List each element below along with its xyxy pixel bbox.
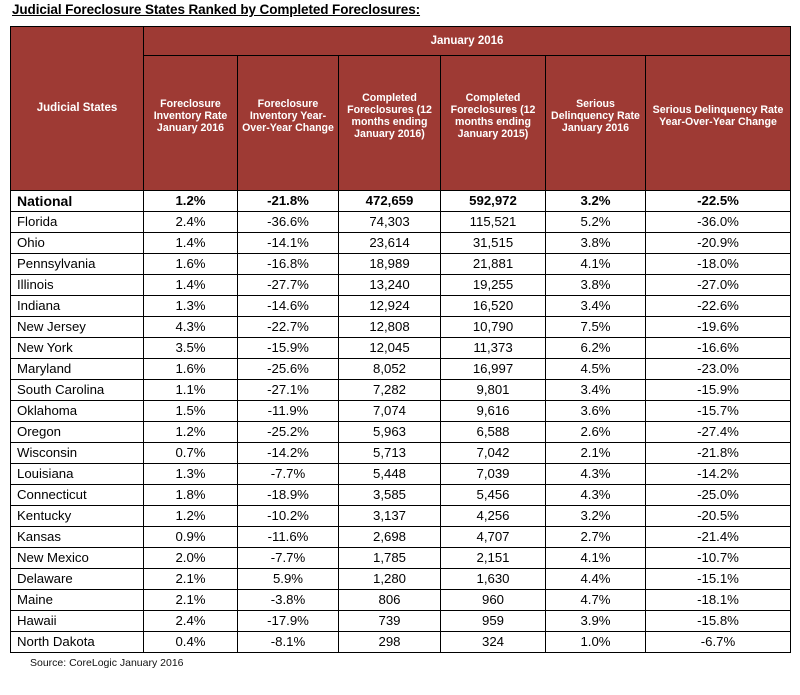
- cell-completed-foreclosures-2016: 3,585: [339, 485, 441, 506]
- cell-foreclosure-inventory-yoy-change: -14.1%: [238, 233, 339, 254]
- cell-completed-foreclosures-2016: 472,659: [339, 191, 441, 212]
- cell-serious-delinquency-rate: 2.6%: [546, 422, 646, 443]
- cell-completed-foreclosures-2016: 5,713: [339, 443, 441, 464]
- cell-foreclosure-inventory-yoy-change: -21.8%: [238, 191, 339, 212]
- cell-state-name: Maine: [11, 590, 144, 611]
- column-header-completed-foreclosures-2016: Completed Foreclosures (12 months ending January 2016): [339, 56, 441, 191]
- cell-completed-foreclosures-2016: 12,808: [339, 317, 441, 338]
- cell-completed-foreclosures-2015: 115,521: [441, 212, 546, 233]
- cell-completed-foreclosures-2016: 298: [339, 632, 441, 653]
- cell-serious-delinquency-yoy-change: -6.7%: [646, 632, 791, 653]
- cell-completed-foreclosures-2016: 23,614: [339, 233, 441, 254]
- cell-serious-delinquency-yoy-change: -20.5%: [646, 506, 791, 527]
- cell-serious-delinquency-yoy-change: -19.6%: [646, 317, 791, 338]
- table-row: [11, 317, 791, 338]
- cell-completed-foreclosures-2015: 1,630: [441, 569, 546, 590]
- table-row: [11, 611, 791, 632]
- table-group-header-row: [11, 27, 791, 56]
- cell-serious-delinquency-rate: 4.3%: [546, 464, 646, 485]
- cell-foreclosure-inventory-yoy-change: -36.6%: [238, 212, 339, 233]
- cell-state-name: North Dakota: [11, 632, 144, 653]
- cell-state-name: Pennsylvania: [11, 254, 144, 275]
- cell-completed-foreclosures-2016: 1,280: [339, 569, 441, 590]
- cell-state-name: New Mexico: [11, 548, 144, 569]
- cell-serious-delinquency-rate: 2.7%: [546, 527, 646, 548]
- cell-foreclosure-inventory-rate: 1.2%: [144, 422, 238, 443]
- cell-foreclosure-inventory-yoy-change: -17.9%: [238, 611, 339, 632]
- column-header-completed-foreclosures-2015: Completed Foreclosures (12 months ending January 2015): [441, 56, 546, 191]
- cell-serious-delinquency-yoy-change: -22.5%: [646, 191, 791, 212]
- cell-completed-foreclosures-2015: 4,707: [441, 527, 546, 548]
- table-row: [11, 359, 791, 380]
- table-row: [11, 464, 791, 485]
- cell-foreclosure-inventory-rate: 1.3%: [144, 296, 238, 317]
- table-head: [11, 27, 791, 191]
- cell-serious-delinquency-yoy-change: -18.0%: [646, 254, 791, 275]
- cell-state-name: Kentucky: [11, 506, 144, 527]
- cell-foreclosure-inventory-rate: 0.9%: [144, 527, 238, 548]
- cell-foreclosure-inventory-rate: 1.3%: [144, 464, 238, 485]
- cell-foreclosure-inventory-yoy-change: -14.6%: [238, 296, 339, 317]
- table-row: [11, 380, 791, 401]
- cell-state-name: Louisiana: [11, 464, 144, 485]
- cell-state-name: Delaware: [11, 569, 144, 590]
- cell-foreclosure-inventory-rate: 2.1%: [144, 569, 238, 590]
- cell-serious-delinquency-yoy-change: -25.0%: [646, 485, 791, 506]
- cell-serious-delinquency-rate: 3.9%: [546, 611, 646, 632]
- cell-serious-delinquency-yoy-change: -27.0%: [646, 275, 791, 296]
- cell-foreclosure-inventory-rate: 0.7%: [144, 443, 238, 464]
- cell-serious-delinquency-yoy-change: -15.8%: [646, 611, 791, 632]
- cell-completed-foreclosures-2016: 8,052: [339, 359, 441, 380]
- cell-serious-delinquency-rate: 3.6%: [546, 401, 646, 422]
- column-header-serious-delinquency-yoy-change: Serious Delinquency Rate Year-Over-Year Change: [646, 56, 791, 191]
- cell-serious-delinquency-yoy-change: -22.6%: [646, 296, 791, 317]
- cell-state-name: New York: [11, 338, 144, 359]
- cell-completed-foreclosures-2015: 7,039: [441, 464, 546, 485]
- cell-serious-delinquency-yoy-change: -36.0%: [646, 212, 791, 233]
- source-note: Source: CoreLogic January 2016: [30, 657, 184, 669]
- table-row: [11, 212, 791, 233]
- cell-foreclosure-inventory-rate: 1.4%: [144, 233, 238, 254]
- table-row: [11, 233, 791, 254]
- cell-serious-delinquency-yoy-change: -15.7%: [646, 401, 791, 422]
- cell-serious-delinquency-rate: 4.7%: [546, 590, 646, 611]
- cell-completed-foreclosures-2015: 4,256: [441, 506, 546, 527]
- cell-serious-delinquency-rate: 3.2%: [546, 191, 646, 212]
- cell-state-name: Maryland: [11, 359, 144, 380]
- cell-completed-foreclosures-2015: 9,801: [441, 380, 546, 401]
- cell-completed-foreclosures-2016: 18,989: [339, 254, 441, 275]
- cell-state-name: Ohio: [11, 233, 144, 254]
- cell-completed-foreclosures-2016: 1,785: [339, 548, 441, 569]
- cell-foreclosure-inventory-rate: 2.1%: [144, 590, 238, 611]
- cell-completed-foreclosures-2015: 324: [441, 632, 546, 653]
- cell-completed-foreclosures-2016: 12,045: [339, 338, 441, 359]
- cell-foreclosure-inventory-yoy-change: -25.2%: [238, 422, 339, 443]
- cell-completed-foreclosures-2016: 13,240: [339, 275, 441, 296]
- cell-foreclosure-inventory-rate: 2.4%: [144, 212, 238, 233]
- cell-completed-foreclosures-2015: 6,588: [441, 422, 546, 443]
- cell-completed-foreclosures-2016: 3,137: [339, 506, 441, 527]
- cell-foreclosure-inventory-yoy-change: 5.9%: [238, 569, 339, 590]
- cell-serious-delinquency-rate: 4.1%: [546, 548, 646, 569]
- cell-serious-delinquency-yoy-change: -16.6%: [646, 338, 791, 359]
- cell-serious-delinquency-rate: 3.4%: [546, 380, 646, 401]
- page-title: Judicial Foreclosure States Ranked by Completed Foreclosures:: [12, 2, 421, 17]
- cell-foreclosure-inventory-rate: 2.0%: [144, 548, 238, 569]
- cell-serious-delinquency-yoy-change: -21.4%: [646, 527, 791, 548]
- cell-serious-delinquency-yoy-change: -15.1%: [646, 569, 791, 590]
- table-row: [11, 548, 791, 569]
- table-row: [11, 443, 791, 464]
- cell-foreclosure-inventory-rate: 4.3%: [144, 317, 238, 338]
- table-row: [11, 590, 791, 611]
- cell-state-name: Florida: [11, 212, 144, 233]
- table-row: [11, 191, 791, 212]
- table-row: [11, 506, 791, 527]
- cell-serious-delinquency-yoy-change: -10.7%: [646, 548, 791, 569]
- cell-completed-foreclosures-2015: 31,515: [441, 233, 546, 254]
- cell-serious-delinquency-rate: 4.4%: [546, 569, 646, 590]
- cell-completed-foreclosures-2015: 21,881: [441, 254, 546, 275]
- cell-state-name: Connecticut: [11, 485, 144, 506]
- cell-state-name: Kansas: [11, 527, 144, 548]
- cell-serious-delinquency-rate: 3.8%: [546, 233, 646, 254]
- cell-foreclosure-inventory-yoy-change: -8.1%: [238, 632, 339, 653]
- cell-foreclosure-inventory-yoy-change: -27.7%: [238, 275, 339, 296]
- cell-completed-foreclosures-2016: 7,282: [339, 380, 441, 401]
- cell-completed-foreclosures-2015: 592,972: [441, 191, 546, 212]
- cell-completed-foreclosures-2016: 7,074: [339, 401, 441, 422]
- cell-completed-foreclosures-2015: 959: [441, 611, 546, 632]
- table-row: [11, 401, 791, 422]
- table-row: [11, 254, 791, 275]
- cell-completed-foreclosures-2016: 74,303: [339, 212, 441, 233]
- cell-foreclosure-inventory-yoy-change: -7.7%: [238, 464, 339, 485]
- cell-state-name: Wisconsin: [11, 443, 144, 464]
- cell-foreclosure-inventory-yoy-change: -16.8%: [238, 254, 339, 275]
- cell-completed-foreclosures-2016: 5,963: [339, 422, 441, 443]
- cell-completed-foreclosures-2015: 5,456: [441, 485, 546, 506]
- cell-serious-delinquency-yoy-change: -27.4%: [646, 422, 791, 443]
- cell-serious-delinquency-yoy-change: -15.9%: [646, 380, 791, 401]
- cell-serious-delinquency-rate: 3.8%: [546, 275, 646, 296]
- cell-serious-delinquency-yoy-change: -23.0%: [646, 359, 791, 380]
- table-body: [11, 191, 791, 653]
- cell-completed-foreclosures-2015: 10,790: [441, 317, 546, 338]
- table-row: [11, 338, 791, 359]
- cell-serious-delinquency-rate: 2.1%: [546, 443, 646, 464]
- column-header-judicial-states: Judicial States: [11, 27, 144, 191]
- cell-completed-foreclosures-2015: 960: [441, 590, 546, 611]
- cell-serious-delinquency-rate: 1.0%: [546, 632, 646, 653]
- table-row: [11, 569, 791, 590]
- cell-foreclosure-inventory-rate: 1.6%: [144, 254, 238, 275]
- cell-foreclosure-inventory-rate: 1.1%: [144, 380, 238, 401]
- cell-foreclosure-inventory-yoy-change: -25.6%: [238, 359, 339, 380]
- cell-serious-delinquency-rate: 3.4%: [546, 296, 646, 317]
- cell-completed-foreclosures-2016: 2,698: [339, 527, 441, 548]
- cell-state-name: South Carolina: [11, 380, 144, 401]
- cell-completed-foreclosures-2016: 5,448: [339, 464, 441, 485]
- column-header-serious-delinquency-rate: Serious Delinquency Rate January 2016: [546, 56, 646, 191]
- cell-foreclosure-inventory-yoy-change: -22.7%: [238, 317, 339, 338]
- cell-serious-delinquency-rate: 6.2%: [546, 338, 646, 359]
- cell-foreclosure-inventory-yoy-change: -11.6%: [238, 527, 339, 548]
- cell-serious-delinquency-yoy-change: -18.1%: [646, 590, 791, 611]
- foreclosure-table: [10, 26, 791, 653]
- column-header-foreclosure-inventory-rate: Foreclosure Inventory Rate January 2016: [144, 56, 238, 191]
- cell-foreclosure-inventory-yoy-change: -27.1%: [238, 380, 339, 401]
- cell-state-name: Hawaii: [11, 611, 144, 632]
- cell-state-name: Oklahoma: [11, 401, 144, 422]
- cell-foreclosure-inventory-rate: 0.4%: [144, 632, 238, 653]
- cell-state-name: Illinois: [11, 275, 144, 296]
- cell-foreclosure-inventory-rate: 2.4%: [144, 611, 238, 632]
- cell-foreclosure-inventory-yoy-change: -3.8%: [238, 590, 339, 611]
- cell-completed-foreclosures-2015: 16,520: [441, 296, 546, 317]
- cell-foreclosure-inventory-yoy-change: -7.7%: [238, 548, 339, 569]
- cell-foreclosure-inventory-rate: 1.8%: [144, 485, 238, 506]
- cell-completed-foreclosures-2015: 11,373: [441, 338, 546, 359]
- cell-foreclosure-inventory-rate: 1.4%: [144, 275, 238, 296]
- cell-state-name: National: [11, 191, 144, 212]
- table-row: [11, 275, 791, 296]
- cell-foreclosure-inventory-yoy-change: -14.2%: [238, 443, 339, 464]
- cell-serious-delinquency-rate: 4.1%: [546, 254, 646, 275]
- cell-completed-foreclosures-2016: 739: [339, 611, 441, 632]
- cell-serious-delinquency-rate: 7.5%: [546, 317, 646, 338]
- cell-completed-foreclosures-2016: 12,924: [339, 296, 441, 317]
- cell-foreclosure-inventory-yoy-change: -10.2%: [238, 506, 339, 527]
- cell-serious-delinquency-yoy-change: -21.8%: [646, 443, 791, 464]
- cell-foreclosure-inventory-yoy-change: -11.9%: [238, 401, 339, 422]
- cell-serious-delinquency-yoy-change: -14.2%: [646, 464, 791, 485]
- cell-serious-delinquency-rate: 5.2%: [546, 212, 646, 233]
- cell-completed-foreclosures-2015: 16,997: [441, 359, 546, 380]
- cell-serious-delinquency-rate: 3.2%: [546, 506, 646, 527]
- table-row: [11, 632, 791, 653]
- cell-serious-delinquency-yoy-change: -20.9%: [646, 233, 791, 254]
- cell-completed-foreclosures-2015: 7,042: [441, 443, 546, 464]
- table-row: [11, 296, 791, 317]
- column-group-header-january-2016: January 2016: [144, 27, 791, 56]
- cell-foreclosure-inventory-rate: 1.5%: [144, 401, 238, 422]
- cell-foreclosure-inventory-yoy-change: -15.9%: [238, 338, 339, 359]
- cell-foreclosure-inventory-rate: 1.2%: [144, 506, 238, 527]
- cell-state-name: Oregon: [11, 422, 144, 443]
- cell-completed-foreclosures-2015: 2,151: [441, 548, 546, 569]
- cell-serious-delinquency-rate: 4.5%: [546, 359, 646, 380]
- foreclosure-table-container: [10, 26, 790, 653]
- cell-completed-foreclosures-2015: 9,616: [441, 401, 546, 422]
- cell-completed-foreclosures-2015: 19,255: [441, 275, 546, 296]
- cell-state-name: Indiana: [11, 296, 144, 317]
- cell-completed-foreclosures-2016: 806: [339, 590, 441, 611]
- cell-serious-delinquency-rate: 4.3%: [546, 485, 646, 506]
- cell-foreclosure-inventory-rate: 1.2%: [144, 191, 238, 212]
- cell-foreclosure-inventory-rate: 1.6%: [144, 359, 238, 380]
- cell-foreclosure-inventory-rate: 3.5%: [144, 338, 238, 359]
- table-row: [11, 527, 791, 548]
- column-header-foreclosure-inventory-yoy-change: Foreclosure Inventory Year-Over-Year Change: [238, 56, 339, 191]
- cell-foreclosure-inventory-yoy-change: -18.9%: [238, 485, 339, 506]
- table-row: [11, 485, 791, 506]
- table-row: [11, 422, 791, 443]
- cell-state-name: New Jersey: [11, 317, 144, 338]
